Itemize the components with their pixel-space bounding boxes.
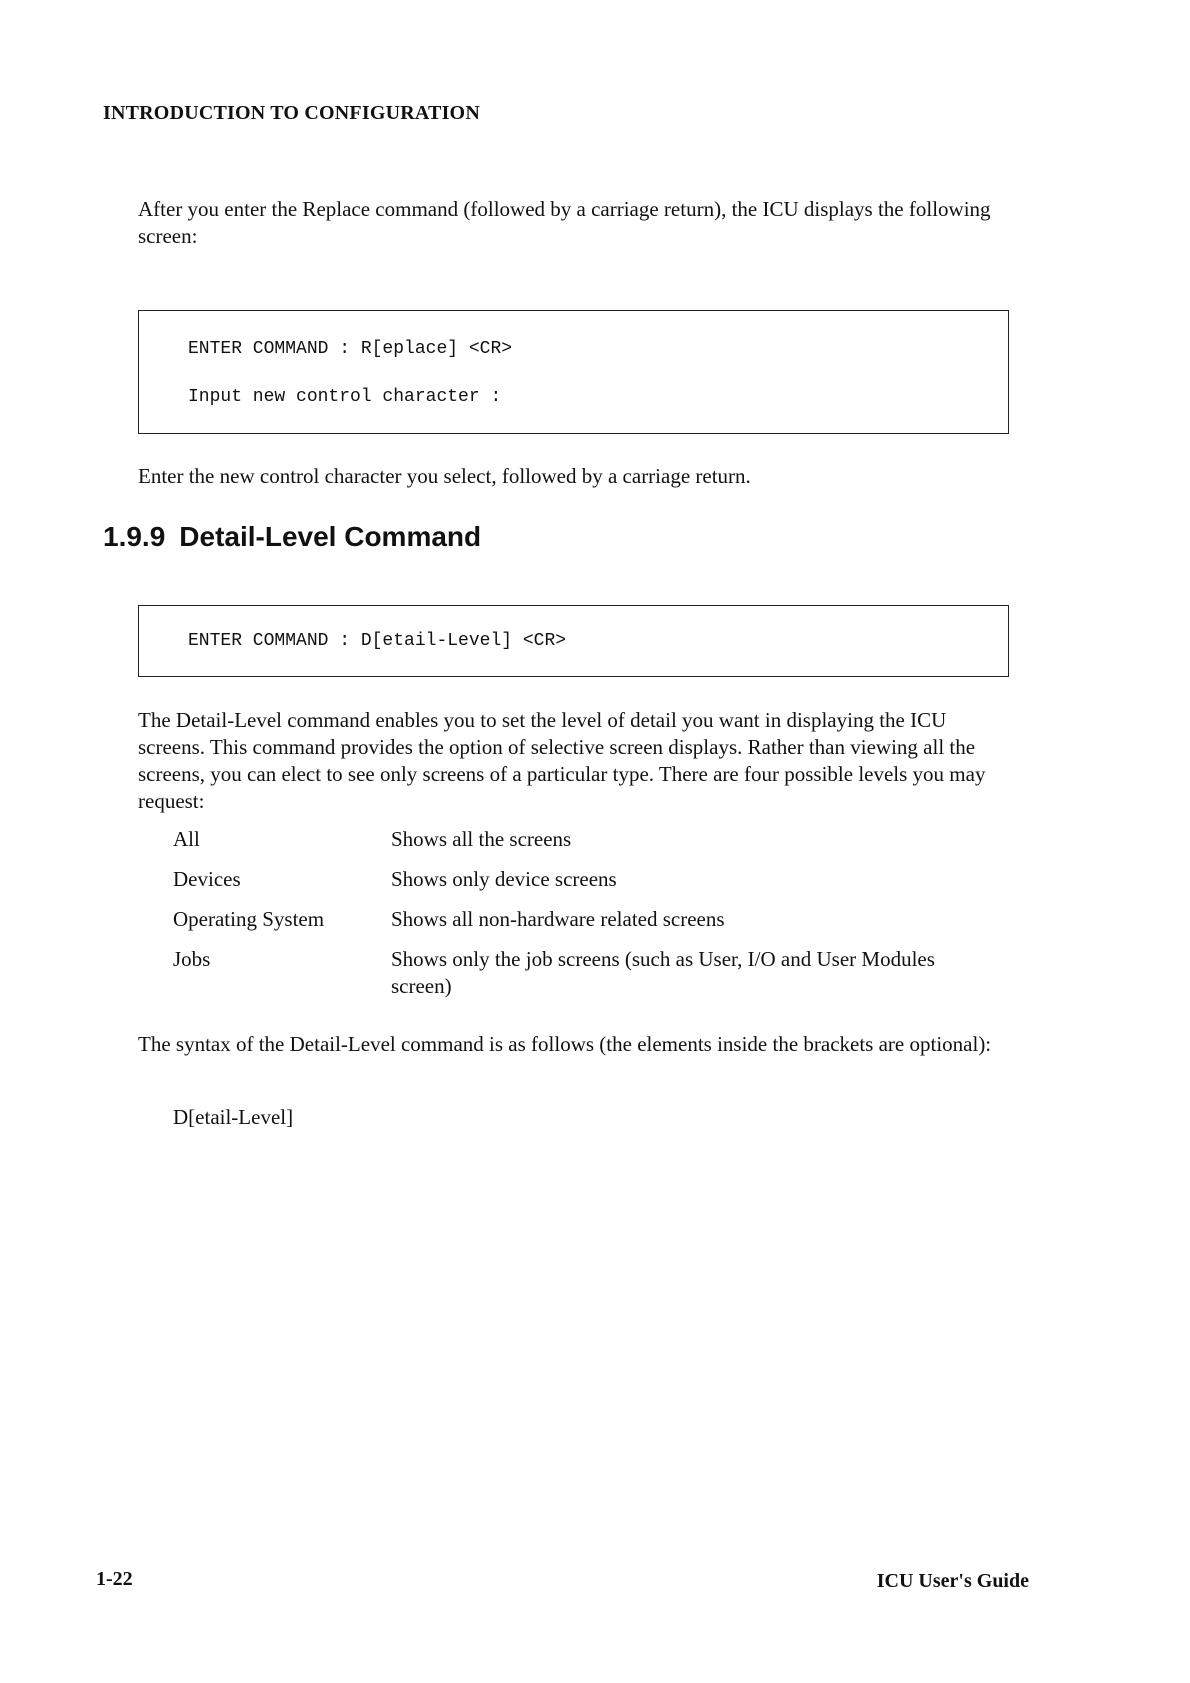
page-number: 1-22 (96, 1568, 133, 1590)
level-name: Jobs (173, 947, 211, 971)
detail-screen-line-1: ENTER COMMAND : D[etail-Level] <CR> (188, 631, 567, 651)
detail-level-command-screen (138, 605, 1009, 677)
section-heading (103, 521, 481, 553)
detail-levels-list (173, 826, 993, 1013)
level-description: Shows only the job screens (such as User, I/O and User Modules screen) (391, 947, 935, 998)
level-description: Shows only device screens (391, 867, 617, 891)
replace-screen-line-1: ENTER COMMAND : R[eplace] <CR> (188, 339, 513, 359)
level-row (173, 826, 993, 853)
level-row (173, 946, 993, 1000)
level-description: Shows all non-hardware related screens (391, 907, 725, 931)
replace-screen-line-2: Input new control character : (188, 387, 502, 407)
section-number: 1.9.9 (103, 521, 166, 552)
replace-followup-paragraph: Enter the new control character you select, followed by a carriage return. (138, 464, 751, 488)
level-name: Devices (173, 867, 241, 891)
level-row (173, 866, 993, 893)
syntax-paragraph: The syntax of the Detail-Level command is as follows (the elements inside the brackets are optional): (138, 1032, 992, 1056)
intro-paragraph: After you enter the Replace command (followed by a carriage return), the ICU displays the following screen: (138, 197, 991, 248)
guide-title: ICU User's Guide (876, 1570, 1029, 1592)
section-title: Detail-Level Command (179, 521, 482, 552)
syntax-example: D[etail-Level] (173, 1105, 294, 1129)
running-header-title: INTRODUCTION TO CONFIGURATION (103, 102, 480, 124)
replace-command-screen (138, 310, 1009, 434)
level-description: Shows all the screens (391, 827, 572, 851)
level-row (173, 906, 993, 933)
detail-description-paragraph: The Detail-Level command enables you to set the level of detail you want in displaying the ICU screens. This command provides the option of selective screen displays. Rather than viewing all the screens, you can elect to see only screens of a particular type. There are four possible levels you may request: (138, 708, 986, 813)
level-name: All (173, 827, 200, 851)
level-name: Operating System (173, 907, 325, 931)
